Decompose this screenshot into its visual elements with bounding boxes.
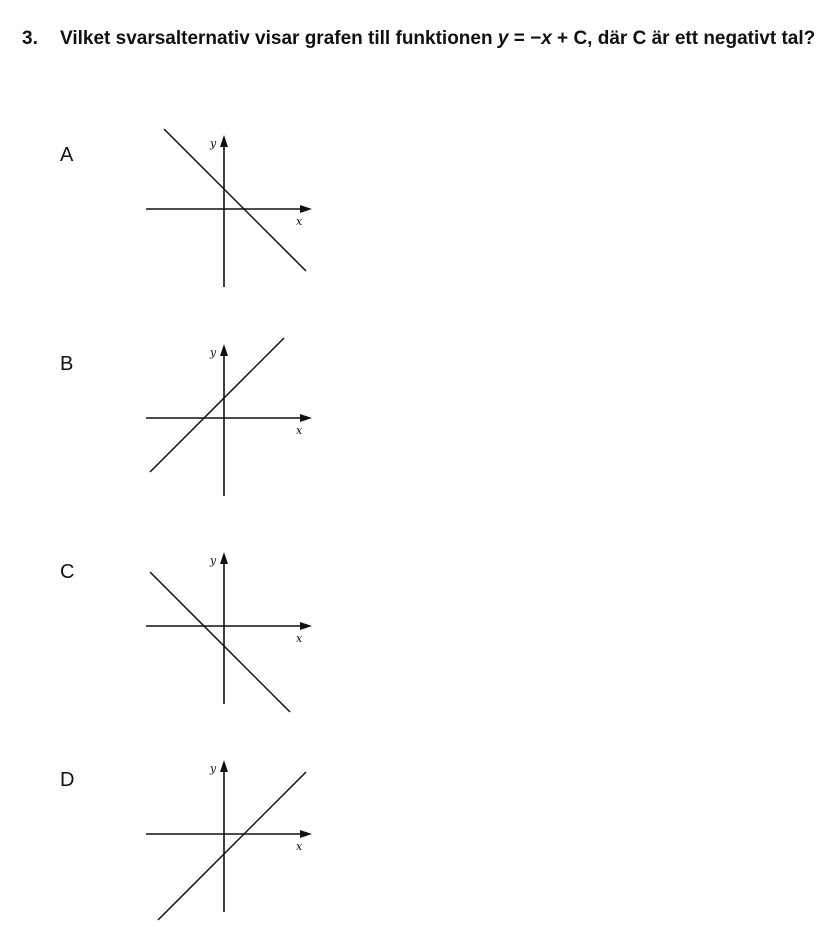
question-text — [60, 24, 820, 53]
function-line — [150, 338, 284, 472]
question-text-before: Vilket svarsalternativ visar grafen till funktionen — [60, 28, 498, 49]
option-graph — [140, 336, 320, 506]
x-axis-label: x — [296, 840, 303, 853]
function-line — [158, 772, 306, 920]
y-axis-label: y — [210, 554, 217, 567]
y-axis-label: y — [210, 762, 217, 775]
x-axis-label: x — [296, 424, 303, 437]
option-letter: D — [60, 769, 75, 791]
option-b[interactable] — [0, 336, 826, 526]
formula-plus: + — [551, 28, 574, 49]
question-number: 3. — [22, 28, 38, 49]
option-c[interactable] — [0, 544, 826, 734]
x-axis-arrow-icon — [300, 205, 312, 213]
formula-x: x — [541, 28, 552, 49]
formula-equals-minus: = − — [508, 28, 542, 49]
x-axis-arrow-icon — [300, 830, 312, 838]
function-line — [164, 129, 306, 271]
x-axis-label: x — [296, 215, 303, 228]
question-text-after: , där C är ett negativt tal? — [587, 28, 816, 49]
option-a[interactable] — [0, 127, 826, 317]
option-graph — [140, 544, 320, 714]
option-letter: B — [60, 353, 74, 375]
formula-y: y — [497, 28, 509, 49]
x-axis-arrow-icon — [300, 622, 312, 630]
x-axis-arrow-icon — [300, 414, 312, 422]
x-axis-label: x — [296, 632, 303, 645]
y-axis-arrow-icon — [220, 552, 228, 564]
y-axis-label: y — [210, 346, 217, 359]
y-axis-label: y — [210, 137, 217, 150]
y-axis-arrow-icon — [220, 344, 228, 356]
option-graph — [140, 127, 320, 297]
y-axis-arrow-icon — [220, 135, 228, 147]
option-letter: A — [60, 144, 74, 166]
option-graph — [140, 752, 320, 922]
function-line — [150, 572, 290, 712]
option-d[interactable] — [0, 752, 826, 942]
formula-c: C — [573, 28, 588, 49]
y-axis-arrow-icon — [220, 760, 228, 772]
option-letter: C — [60, 561, 75, 583]
question-formula — [498, 28, 587, 49]
